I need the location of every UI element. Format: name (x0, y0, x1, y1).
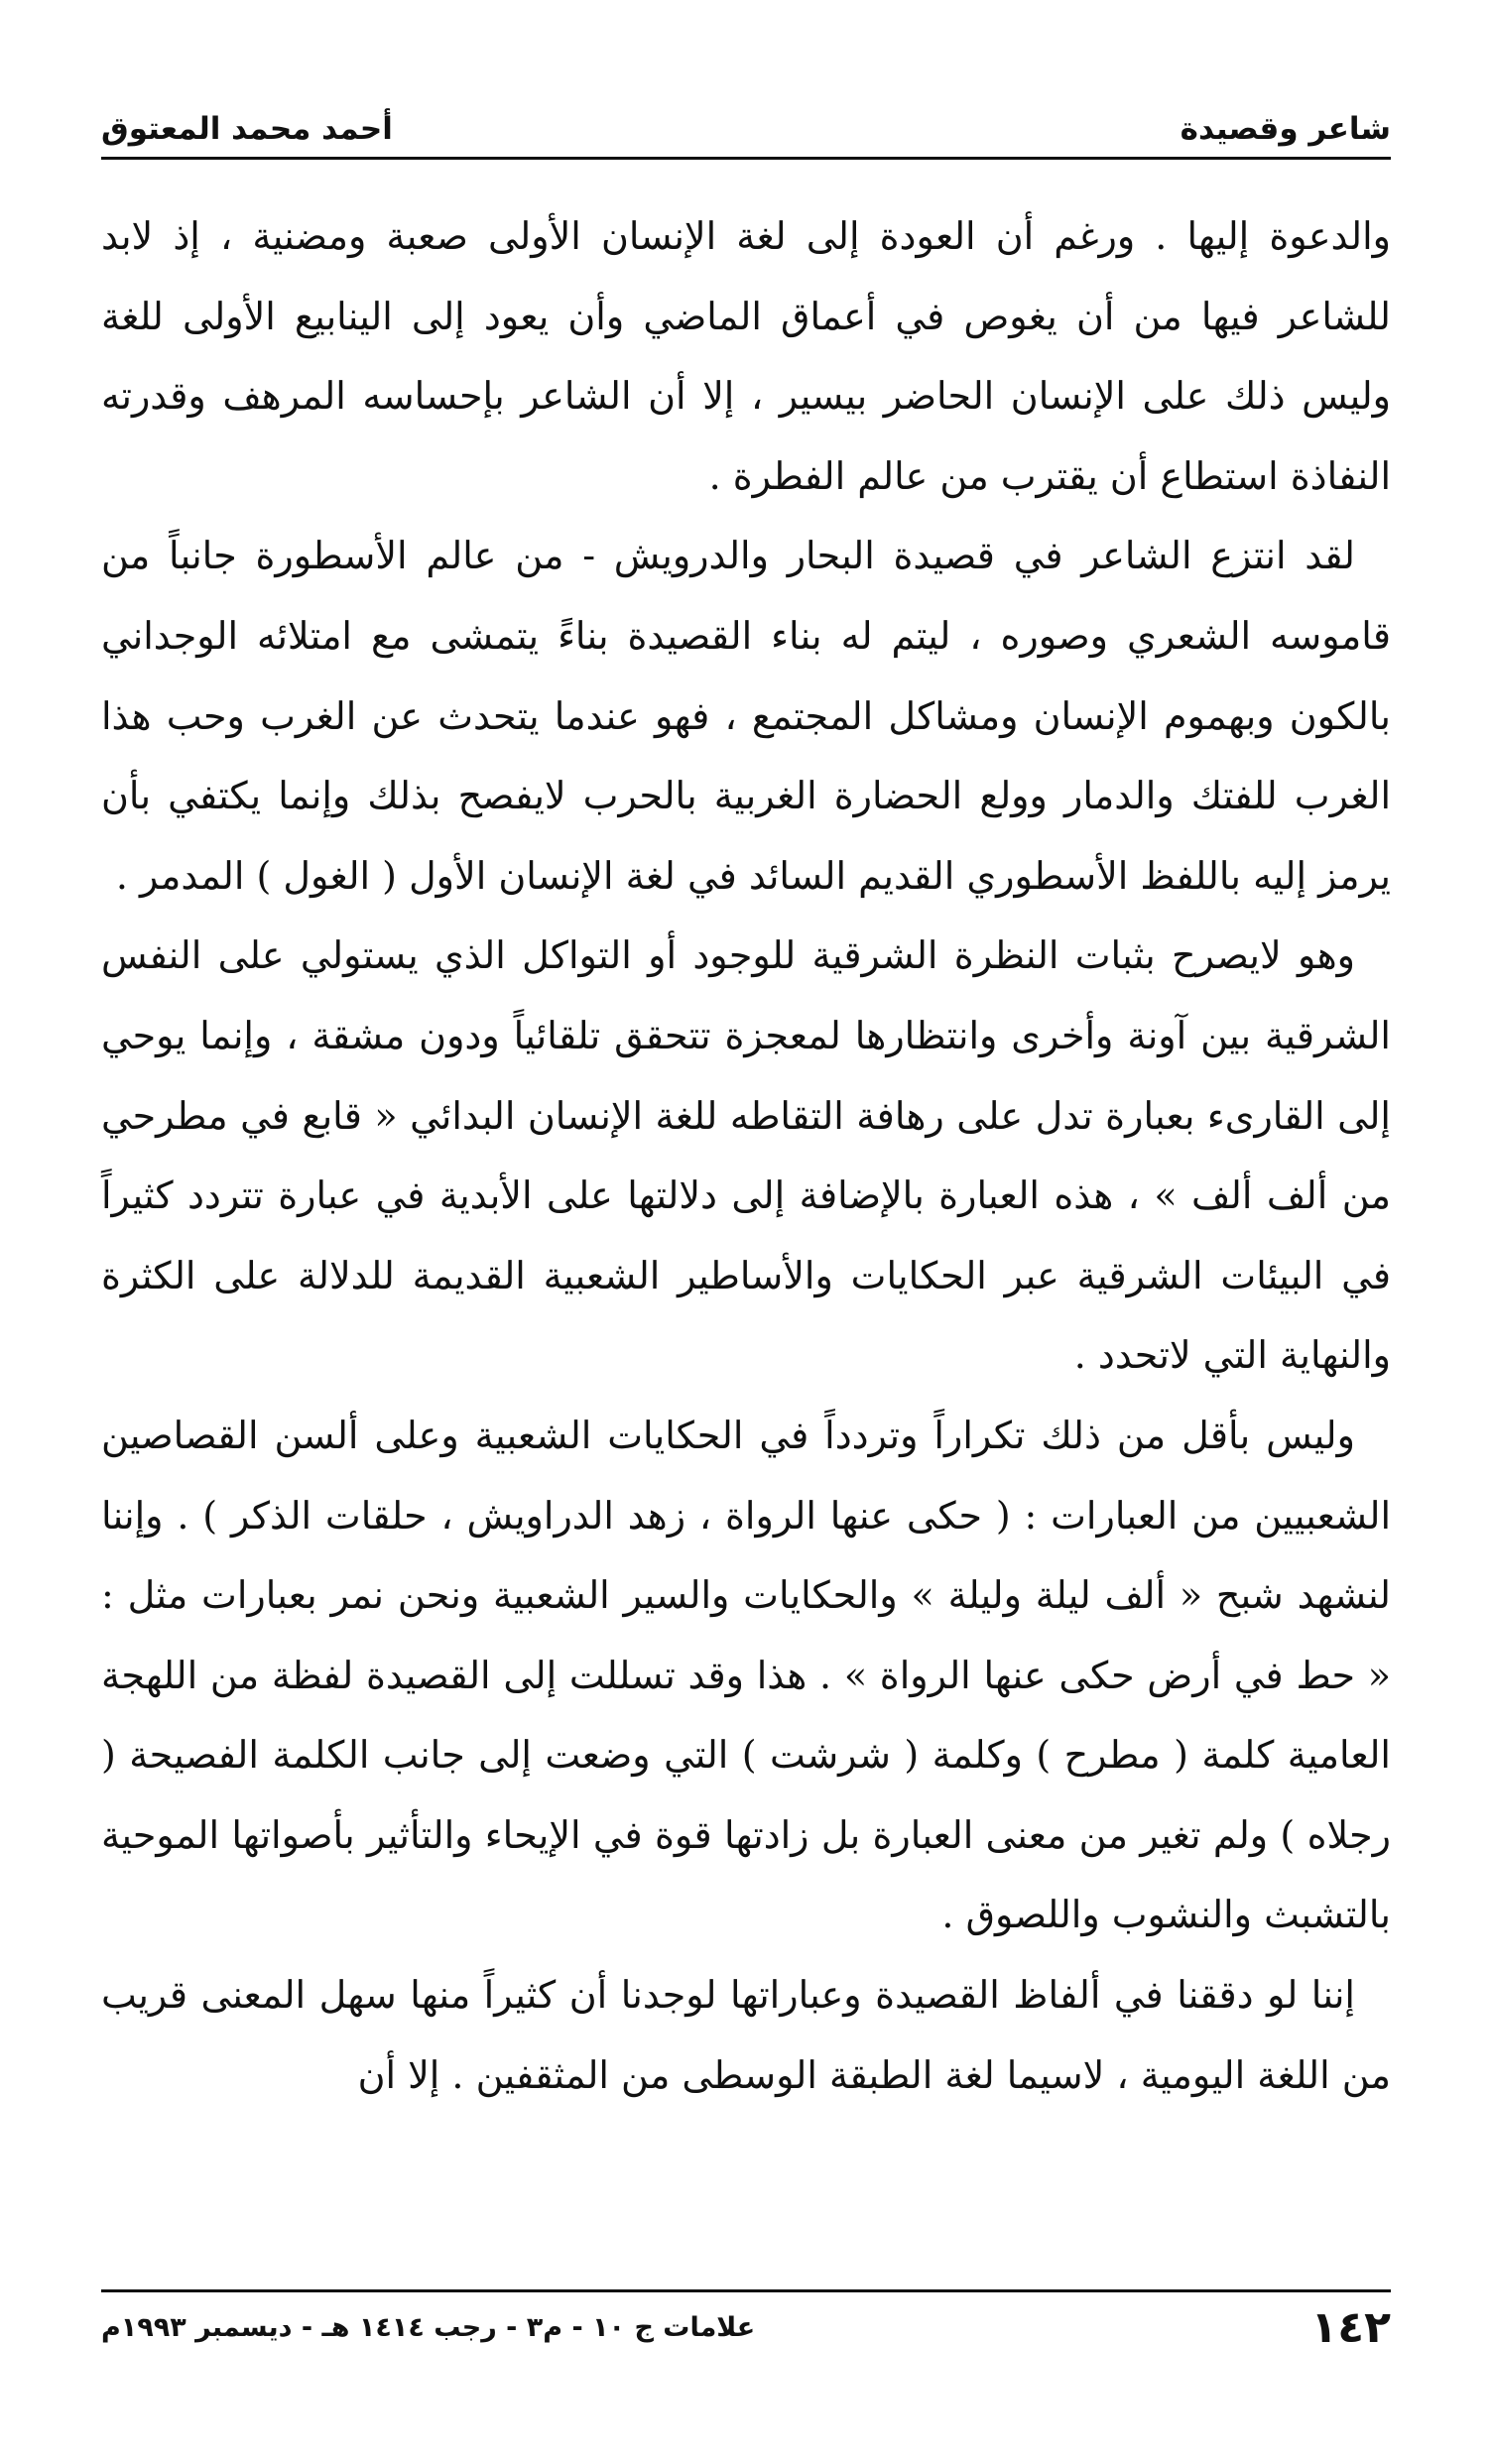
header-divider (101, 157, 1391, 160)
paragraph-3: وهو لايصرح بثبات النظرة الشرقية للوجود أو التواكل الذي يستولي على النفس الشرقية بين آونة وأخرى وانتظارها لمعجزة تتحقق تلقائياً ودون مشقة ، وإنما يوحي إلى القارىء بعبارة تدل على رهافة التقاطه للغة الإنسان البدائي « قابع في مطرحي من ألف ألف » ، هذه العبارة بالإضافة إلى دلالتها على الأبدية في عبارة تتردد كثيراً في البيئات الشرقية عبر الحكايات والأساطير الشعبية القديمة للدلالة على الكثرة والنهاية التي لاتحدد . (101, 933, 1391, 1378)
paragraph-2: لقد انتزع الشاعر في قصيدة البحار والدرويش - من عالم الأسطورة جانباً من قاموسه الشعري وصوره ، ليتم له بناء القصيدة بناءً يتمشى مع امتلائه الوجداني بالكون وبهموم الإنسان ومشاكل المجتمع ، فهو عندما يتحدث عن الغرب وحب هذا الغرب للفتك والدمار وولع الحضارة الغربية بالحرب لايفصح بذلك وإنما يكتفي بأن يرمز إليه باللفظ الأسطوري القديم السائد في لغة الإنسان الأول ( الغول ) المدمر . (101, 534, 1391, 898)
paragraph-5: إننا لو دققنا في ألفاظ القصيدة وعباراتها لوجدنا أن كثيراً منها سهل المعنى قريب من اللغة اليومية ، لاسيما لغة الطبقة الوسطى من المثقفين . إلا أن (101, 1973, 1391, 2097)
running-header (101, 87, 1391, 147)
page-number: ١٤٢ (1310, 2301, 1391, 2353)
paragraph-4: وليس بأقل من ذلك تكراراً وتردداً في الحكايات الشعبية وعلى ألسن القصاصين الشعبيين من العبارات : ( حكى عنها الرواة ، زهد الدراويش ، حلقات الذكر ) . وإننا لنشهد شبح « ألف ليلة وليلة » والحكايات والسير الشعبية ونحن نمر بعبارات مثل : « حط في أرض حكى عنها الرواة » . هذا وقد تسللت إلى القصيدة لفظة من اللهجة العامية كلمة ( مطرح ) وكلمة ( شرشت ) التي وضعت إلى جانب الكلمة الفصيحة ( رجلاه ) ولم تغير من معنى العبارة بل زادتها قوة في الإيحاء والتأثير بأصواتها الموحية بالتشبث والنشوب واللصوق . (101, 1413, 1391, 1937)
journal-issue-info: علامات ج ١٠ - م٣ - رجب ١٤١٤ هـ - ديسمبر ١٩٩٣م (101, 2311, 756, 2343)
header-author-name: أحمد محمد المعتوق (101, 111, 393, 147)
article-body (101, 196, 1391, 2115)
paragraph-1: والدعوة إليها . ورغم أن العودة إلى لغة الإنسان الأولى صعبة ومضنية ، إذ لابد للشاعر فيها من أن يغوص في أعماق الماضي وأن يعود إلى الينابيع الأولى للغة وليس ذلك على الإنسان الحاضر بيسير ، إلا أن الشاعر بإحساسه المرهف وقدرته النفاذة استطاع أن يقترب من عالم الفطرة . (101, 214, 1391, 498)
header-section-title: شاعر وقصيدة (1180, 111, 1391, 147)
footer-divider (101, 2289, 1391, 2292)
page-footer (101, 2299, 1391, 2355)
